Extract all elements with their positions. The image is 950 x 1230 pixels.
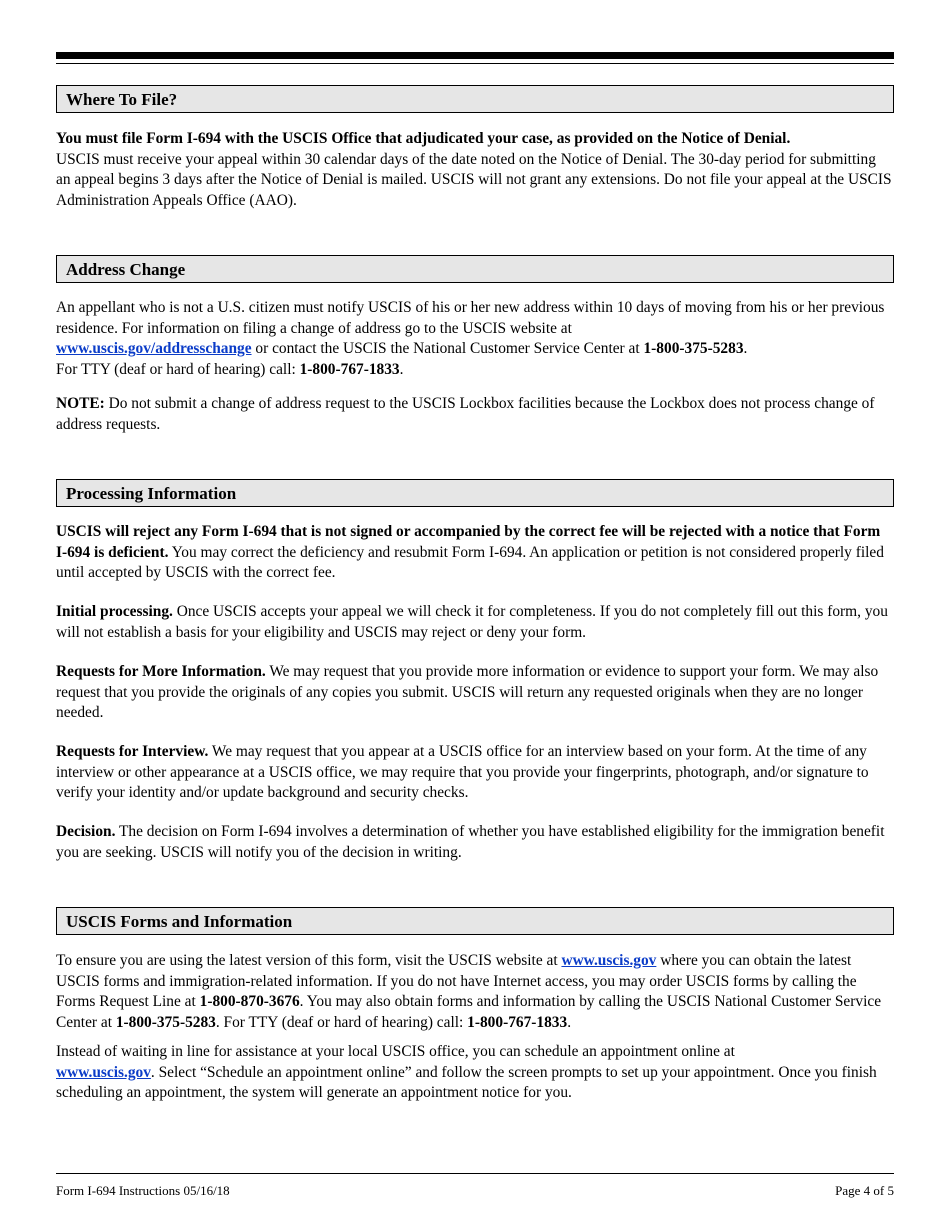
address-change-paragraph: An appellant who is not a U.S. citizen must notify USCIS of his or her new address within 10 days of moving from his or her previous residence. For information on filing a change of address go to the USCIS website at www.uscis.gov/addresschange or contact the USCIS the National Customer Service Center at 1-800-375-5283. For TTY (deaf or hard of hearing) call: 1-800-767-1833. xyxy=(56,299,885,378)
processing-paragraph-decision: Decision. The decision on Form I-694 involves a determination of whether you have established eligibility for the immigration benefit you are seeking. USCIS will notify you of the decision in writing. xyxy=(56,823,885,861)
section-header-uscis-forms xyxy=(56,907,894,935)
processing-paragraph-reject: USCIS will reject any Form I-694 that is not signed or accompanied by the correct fee will be rejected with a notice that Form I-694 is deficient. You may correct the deficiency and resubmit Form I-694. An application or petition is not considered properly filed until accepted by USCIS with the correct fee. xyxy=(56,523,884,582)
section-title: Processing Information xyxy=(66,484,237,503)
section-title: USCIS Forms and Information xyxy=(66,912,293,931)
uscis-website-link[interactable]: www.uscis.gov xyxy=(561,952,657,969)
uscis-appointment-link[interactable]: www.uscis.gov xyxy=(56,1063,151,1081)
address-change-note: NOTE: Do not submit a change of address request to the USCIS Lockbox facilities because the Lockbox does not process change of address requests. xyxy=(56,395,875,433)
forms-info-paragraph-2: Instead of waiting in line for assistance at your local USCIS office, you can schedule an appointment online at www.uscis.gov. Select “Schedule an appointment online” and follow the screen prompts to set up your appointment. Once you finish scheduling an appointment, the system will generate an appointment notice for you. xyxy=(56,1043,877,1102)
footer-page-number: Page 4 of 5 xyxy=(835,1183,894,1198)
top-thick-rule xyxy=(56,52,894,59)
processing-paragraph-interview: Requests for Interview. We may request that you appear at a USCIS office for an interview based on your form. At the time of any interview or other appearance at a USCIS office, we may require that you provide your fingerprints, photograph, and/or signature to verify your identity and/or update background and security checks. xyxy=(56,743,869,802)
section-header-processing-information xyxy=(56,479,894,507)
forms-info-paragraph-1: To ensure you are using the latest version of this form, visit the USCIS website at www.uscis.gov where you can obtain the latest USCIS forms and immigration-related information. If you do not have Internet access, you may order USCIS forms by calling the Forms Request Line at 1-800-870-3676. You may also obtain forms and information by calling the USCIS National Customer Service Center at 1-800-375-5283. For TTY (deaf or hard of hearing) call: 1-800-767-1833. xyxy=(56,952,882,1031)
section-header-address-change xyxy=(56,255,894,283)
footer-rule xyxy=(56,1173,894,1174)
section-title: Address Change xyxy=(66,260,186,279)
footer-form-id: Form I-694 Instructions 05/16/18 xyxy=(56,1183,230,1198)
section-title: Where To File? xyxy=(66,90,178,109)
section-header-where-to-file xyxy=(56,85,894,113)
top-thin-rule xyxy=(56,63,894,64)
where-to-file-paragraph: You must file Form I-694 with the USCIS Office that adjudicated your case, as provided on the Notice of Denial. USCIS must receive your appeal within 30 calendar days of the date noted on the Notice of Denial. The 30-day period for submitting an appeal begins 3 days after the Notice of Denial is mailed. USCIS will not grant any extensions. Do not file your appeal at the USCIS Administration Appeals Office (AAO). xyxy=(56,130,892,209)
address-change-link[interactable]: www.uscis.gov/addresschange xyxy=(56,340,252,358)
processing-paragraph-more-info: Requests for More Information. We may request that you provide more information or evidence to support your form. We may also request that you provide the originals of any copies you submit. USCIS will return any requested originals when they are no longer needed. xyxy=(56,663,879,722)
processing-paragraph-initial: Initial processing. Once USCIS accepts your appeal we will check it for completeness. If you do not completely fill out this form, you will not establish a basis for your eligibility and USCIS may reject or deny your form. xyxy=(56,603,888,641)
